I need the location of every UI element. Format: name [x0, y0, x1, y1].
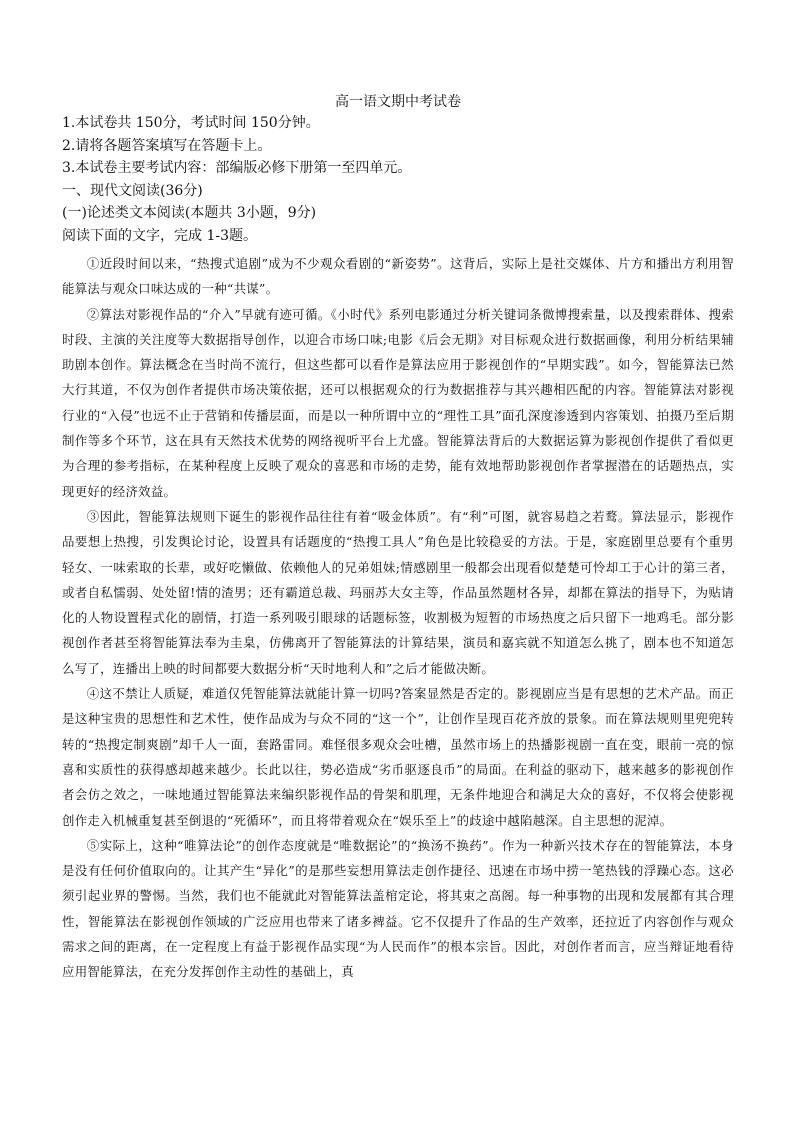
exam-page — [62, 92, 734, 985]
paragraph-3: ③因此，智能算法规则下诞生的影视作品往往有着“吸金体质”。有“利”可图，就容易趋之若鹜。算法显示，影视作品要想上热搜，引发舆论讨论，设置具有话题度的“热搜工具人”角色是比较稳妥的方法。于是，家庭剧里总要有个重男轻女、一味索取的长辈，或好吃懒做、依赖他人的兄弟姐妹;情感剧里一般都会出现看似楚楚可怜却工于心计的第三者，或者自私懦弱、处处留!情的渣男；还有霸道总裁、玛丽苏大女主等，作品虽然题材各异，却都在算法的指导下，为贴请化的人物设置程式化的剧情，打造一系列吸引眼球的话题标签，收割极为短暂的市场热度之后只留下一地鸡毛。部分影视创作者甚至将智能算法奉为圭臬，仿佛离开了智能算法的计算结果，演员和嘉宾就不知道怎么挑了，剧本也不知道怎么写了，连播出上映的时间都要大数据分析“天时地利人和”之后才能做决断。 — [62, 508, 734, 676]
section-heading: 一、现代文阅读(36分) — [62, 182, 203, 199]
instruction-1: 1.本试卷共 150分，考试时间 150分钟。 — [62, 115, 320, 131]
subsection-heading: (一)论述类文本阅读(本题共 3小题，9分) — [62, 205, 317, 221]
instruction-3: 3.本试卷主要考试内容：部编版必修下册第一至四单元。 — [62, 160, 412, 176]
paragraph-4: ④这不禁让人质疑，难道仅凭智能算法就能计算一切吗?答案显然是否定的。影视剧应当是有思想的艺术产品。而正是这种宝贵的思想性和艺术性，使作品成为与众不同的“这一个”，让创作呈现百花齐放的景象。而在算法规则里兜兜转转的“热搜定制爽剧”却千人一面，套路雷同。难怪很多观众会吐槽，虽然市场上的热播影视剧一直在变，眼前一亮的惊喜和实质性的获得感却越来越少。长此以往，势必造成“劣币驱逐良币”的局面。在利益的驱动下，越来越多的影视创作者会仿之效之，一味地通过智能算法来编织影视作品的骨架和肌理，无条件地迎合和满足大众的喜好，不仅将会使影视创作走入机械重复甚至倒退的“死循环”，而且将带着观众在“娱乐至上”的歧途中越陷越深。自主思想的泥淖。 — [62, 686, 734, 828]
paragraph-1: ①近段时间以来，“热搜式追剧”成为不少观众看剧的“新姿势”。这背后，实际上是社交媒体、片方和播出方利用智能算法与观众口味达成的一种“共谋”。 — [62, 256, 734, 297]
instruction-2: 2.请将各题答案填写在答题卡上。 — [62, 137, 272, 154]
paragraph-2: ②算法对影视作品的“介入”早就有迹可循。《小时代》系列电影通过分析关键词条微博搜索量，以及搜索群体、搜索时段、主演的关注度等大数据指导创作，以迎合市场口味;电影《后会无期》对目标观众进行数据画像，利用分析结果辅助剧本创作。算法概念在当时尚不流行，但这些都可以看作是算法应用于影视创作的“早期实践”。如今，智能算法已然大行其道，不仅为创作者提供市场决策依据，还可以根据观众的行为数据推荐与其兴趣相匹配的内容。智能算法对影视行业的“入侵”也远不止于营销和传播层面，而是以一种所谓中立的“理性工具”面孔深度渗透到内容策划、拍摄乃至后期制作等多个环节，这在具有天然技术优势的网络视听平台上尤盛。智能算法背后的大数据运算为影视创作提供了看似更为合理的参考指标，在某种程度上反映了观众的喜恶和市场的走势，能有效地帮助影视创作者掌握潜在的话题热点，实现更好的经济效益。 — [62, 306, 734, 499]
reading-prompt: 阅读下面的文字，完成 1-3题。 — [62, 227, 257, 244]
page-title: 高一语文期中考试卷 — [335, 94, 461, 110]
paragraph-5: ⑤实际上，这种“唯算法论”的创作态度就是“唯数据论”的“换汤不换药”。作为一种新兴技术存在的智能算法，本身是没有任何价值取向的。让其产生“异化”的是那些妄想用算法走创作捷径、迅速在市场中捞一笔热钱的浮躁心态。这必须引起业界的警惕。当然，我们也不能就此对智能算法盖棺定论，将其束之高阁。每一种事物的出现和发展都有其合理性，智能算法在影视创作领域的广泛应用也带来了诸多裨益。它不仅提升了作品的生产效率，还拉近了内容创作与观众需求之间的距离，在一定程度上有益于影视作品实现“为人民而作”的根本宗旨。因此，对创作者而言，应当辩证地看待应用智能算法，在充分发挥创作主动性的基础上，真 — [62, 837, 734, 980]
